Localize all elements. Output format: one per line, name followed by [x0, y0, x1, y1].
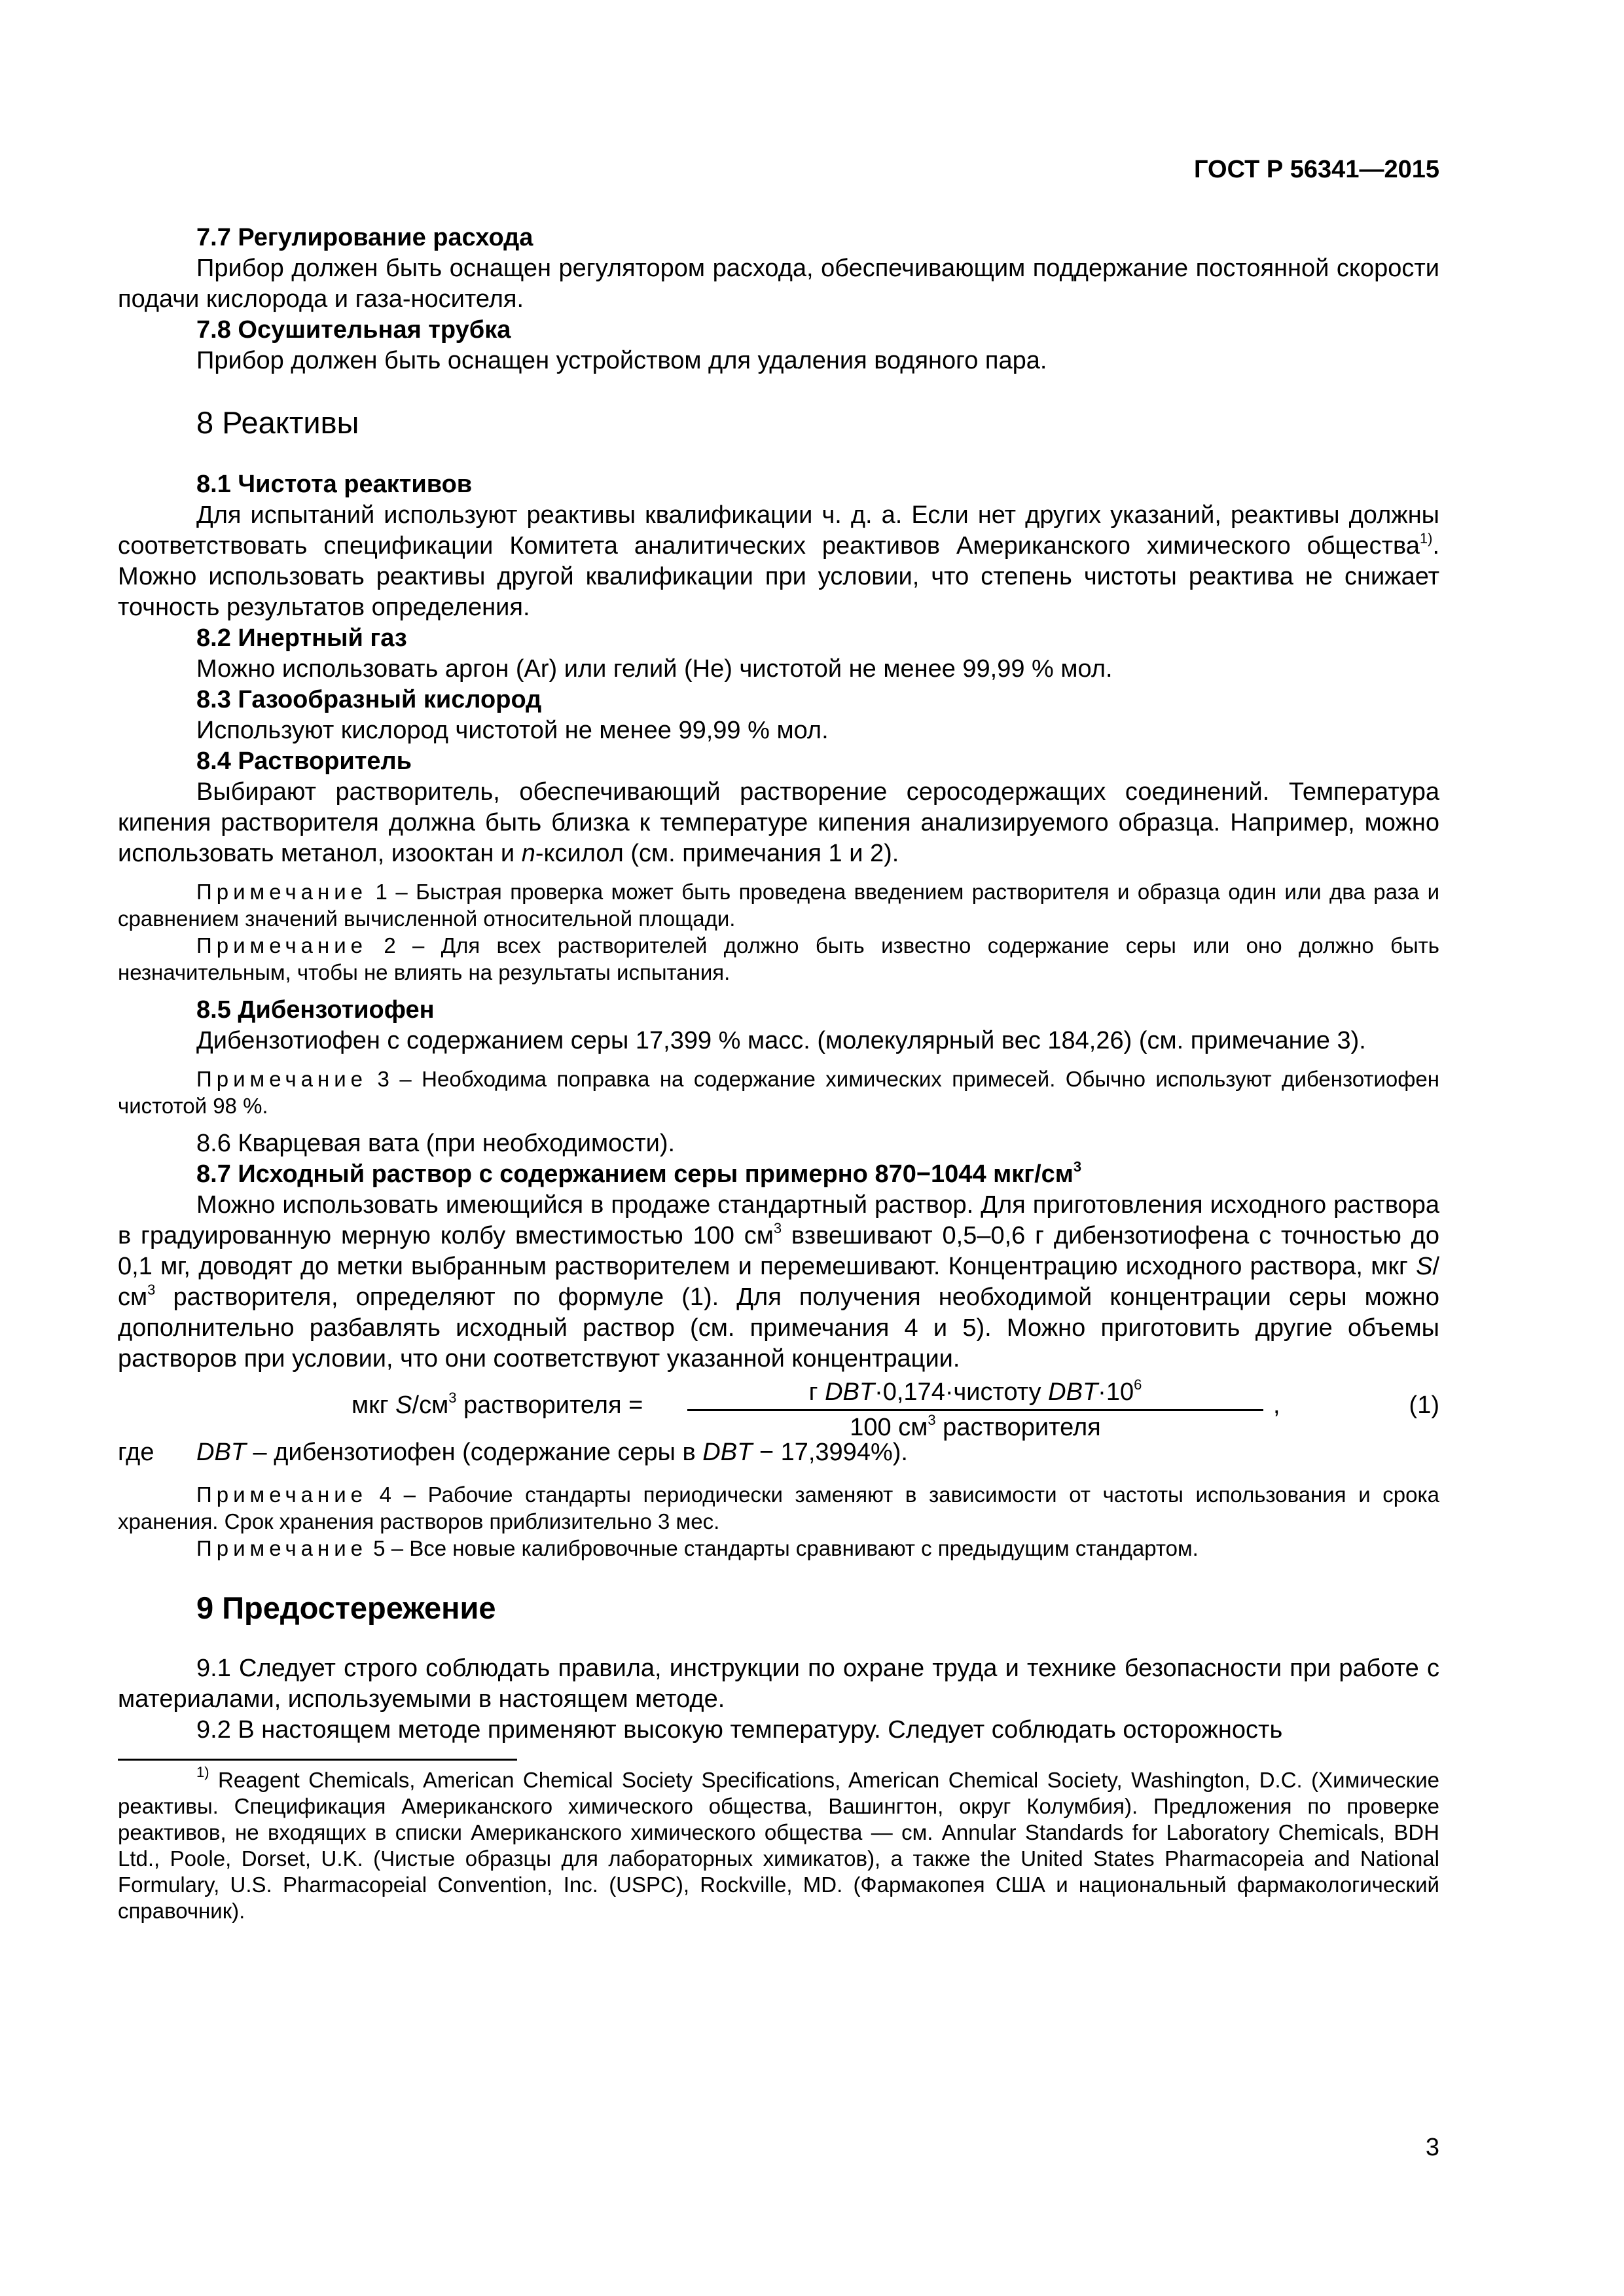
section-8-7-text-a: Можно использовать имеющийся в продаже стандартный раствор. Для приготовления исходного раствора в градуированную мерную колбу вместимостью 100 см: [118, 1191, 1439, 1249]
section-8-4-text-a: Выбирают растворитель, обеспечивающий растворение серосодержащих соединений. Температура кипения растворителя должна быть близка к температуре кипения анализируемого образца. Например, можно использовать метанол, изооктан и: [118, 778, 1439, 867]
section-8-7-text-b: взвешивают 0,5–0,6 г дибензотиофена с точностью до 0,1 мг, доводят до метки выбранным растворителем и перемешивают. Концентрацию исходного раствора, мкг: [118, 1222, 1439, 1280]
section-8-4-italic: n: [521, 840, 535, 867]
formula-lhs-b: /см: [412, 1391, 449, 1419]
note-label: Примечание: [196, 1482, 368, 1507]
superscript: 3: [448, 1390, 457, 1406]
formula-comma: ,: [1273, 1391, 1280, 1419]
section-8-1-text-a: Для испытаний используют реактивы квалификации ч. д. а. Если нет других указаний, реактивы должны соответствовать спецификации Комитета аналитических реактивов Американского химического общества: [118, 501, 1439, 560]
note-text: 2 – Для всех растворителей должно быть известно содержание серы или оно должно быть незначительным, чтобы не влиять на результаты испытания.: [118, 933, 1439, 984]
legend-text: [196, 1437, 908, 1468]
italic-symbol: DBT: [825, 1378, 875, 1406]
footnote: [118, 1764, 1439, 1924]
formula-lhs-c: растворителя =: [456, 1391, 643, 1419]
footnote-mark: 1): [196, 1764, 209, 1780]
section-9-2-text: 9.2 В настоящем методе применяют высокую температуру. Следует соблюдать осторожность: [196, 1716, 1283, 1744]
notes-group-b: [118, 1481, 1439, 1562]
note-text: 3 – Необходима поправка на содержание химических примесей. Обычно используют дибензотиофен чистотой 98 %.: [118, 1067, 1439, 1118]
section-8-1-title: 8.1 Чистота реактивов: [196, 471, 473, 498]
document-page: [118, 154, 1439, 1924]
note-text: 5 – Все новые калибровочные стандарты сравнивают с предыдущим стандартом.: [367, 1536, 1199, 1560]
formula-1: [118, 1376, 1439, 1441]
num-b: ·0,174·чистоту: [875, 1378, 1049, 1406]
section-8-4-text-b: -ксилол (см. примечания 1 и 2).: [535, 840, 899, 867]
note-1: [118, 878, 1439, 932]
note-label: Примечание: [196, 1067, 368, 1091]
page-number: 3: [1425, 2134, 1439, 2161]
section-7-7-title: 7.7 Регулирование расхода: [196, 224, 533, 251]
standard-code: ГОСТ Р 56341—2015: [1194, 156, 1439, 183]
section-7-7-text: Прибор должен быть оснащен регулятором расхода, обеспечивающим поддержание постоянной скорости подачи кислорода и газа-носителя.: [118, 255, 1439, 313]
section-8-7-title: [118, 1159, 1439, 1190]
legend-label: где: [118, 1439, 154, 1466]
note-label: Примечание: [196, 880, 368, 904]
section-8-1-text-b: . Можно использовать реактивы другой квалификации при условии, что степень чистоты реактива не снижает точность результатов определения.: [118, 532, 1439, 621]
den-a: 100 см: [850, 1414, 928, 1441]
section-8-2-title: 8.2 Инертный газ: [196, 624, 407, 652]
section-8-heading: 8 Реактивы: [196, 405, 359, 440]
section-7-8-text: Прибор должен быть оснащен устройством для удаления водяного пара.: [196, 347, 1047, 374]
superscript: 6: [1134, 1376, 1142, 1393]
superscript: 3: [928, 1412, 936, 1428]
section-8-3-text: Используют кислород чистотой не менее 99,99 % мол.: [196, 717, 829, 744]
section-9-heading: 9 Предостережение: [196, 1590, 496, 1625]
formula-number: (1): [1409, 1391, 1439, 1419]
section-8-7-text: [118, 1190, 1439, 1374]
legend-text-b: − 17,3994%).: [752, 1439, 908, 1466]
section-8-3-title: 8.3 Газообразный кислород: [196, 686, 542, 713]
italic-symbol: S: [1416, 1253, 1433, 1280]
formula-numerator: [687, 1377, 1263, 1411]
note-label: Примечание: [196, 1536, 368, 1560]
footnote-text: Reagent Chemicals, American Chemical Society Specifications, American Chemical Society, Washington, D.C. (Химические реактивы. Спецификация Американского химического общества, Вашингтон, округ Колумбия). Предложения по проверке реактивов, не входящих в списки Американского химического общества — см. Annular Standards for Laboratory Chemicals, BDH Ltd., Poole, Dorset, U.K. (Чистые образцы для лабораторных химикатов), а также the United States Pharmacopeia and National Formulary, U.S. Pharmacopeial Convention, Inc. (USPC), Rockville, MD. (Фармакопея США и национальный фармакологический справочник).: [118, 1768, 1439, 1923]
section-8-5-title: 8.5 Дибензотиофен: [196, 996, 435, 1024]
section-8-4-title: 8.4 Растворитель: [196, 747, 412, 775]
section-8-7-title-text: 8.7 Исходный раствор с содержанием серы примерно 870−1044 мкг/см: [196, 1160, 1074, 1188]
note-text: 4 – Рабочие стандарты периодически заменяют в зависимости от частоты использования и срока хранения. Срок хранения растворов приблизительно 3 мес.: [118, 1482, 1439, 1534]
legend-text-a: – дибензотиофен (содержание серы в: [246, 1439, 703, 1466]
unit-text: /см: [118, 1253, 1439, 1311]
superscript: 3: [773, 1220, 782, 1236]
section-8-4-text: [118, 777, 1439, 869]
section-8-5-text: Дибензотиофен с содержанием серы 17,399 % масс. (молекулярный вес 184,26) (см. примечание 3).: [196, 1027, 1366, 1054]
footnote-ref: 1): [1419, 530, 1433, 547]
num-a: г: [808, 1378, 825, 1406]
note-3: [118, 1066, 1439, 1119]
section-8-6-text: 8.6 Кварцевая вата (при необходимости).: [196, 1130, 676, 1157]
section-7-8-title: 7.8 Осушительная трубка: [196, 316, 511, 344]
formula-fraction: [687, 1377, 1263, 1443]
formula-legend: [118, 1437, 1439, 1468]
footnote-separator: [118, 1759, 517, 1761]
note-2: [118, 932, 1439, 986]
den-b: растворителя: [935, 1414, 1101, 1441]
superscript: 3: [1073, 1158, 1082, 1175]
note-text: 1 – Быстрая проверка может быть проведена введением растворителя и образца один или два раза и сравнением значений вычисленной относительной площади.: [118, 880, 1439, 931]
notes-group-a: [118, 878, 1439, 986]
section-9-1-text: 9.1 Следует строго соблюдать правила, инструкции по охране труда и технике безопасности при работе с материалами, используемыми в настоящем методе.: [118, 1655, 1439, 1713]
italic-symbol: DBT: [196, 1439, 246, 1466]
note-label: Примечание: [196, 933, 368, 958]
italic-symbol: DBT: [702, 1439, 753, 1466]
note-4: [118, 1481, 1439, 1535]
section-8-7-text-c: растворителя, определяют по формуле (1). Для получения необходимой концентрации серы можно дополнительно разбавлять исходный раствор (см. примечания 4 и 5). Можно приготовить другие объемы растворов при условии, что они соответствуют указанной концентрации.: [118, 1283, 1439, 1372]
italic-symbol: DBT: [1048, 1378, 1098, 1406]
italic-symbol: S: [395, 1391, 412, 1419]
section-8-2-text: Можно использовать аргон (Ar) или гелий (He) чистотой не менее 99,99 % мол.: [196, 655, 1113, 683]
note-5: [118, 1535, 1439, 1562]
formula-lhs-a: мкг: [352, 1391, 396, 1419]
num-c: ·10: [1098, 1378, 1134, 1406]
section-8-1-text: [118, 500, 1439, 623]
formula-lhs: [352, 1390, 643, 1421]
superscript: 3: [147, 1282, 156, 1298]
